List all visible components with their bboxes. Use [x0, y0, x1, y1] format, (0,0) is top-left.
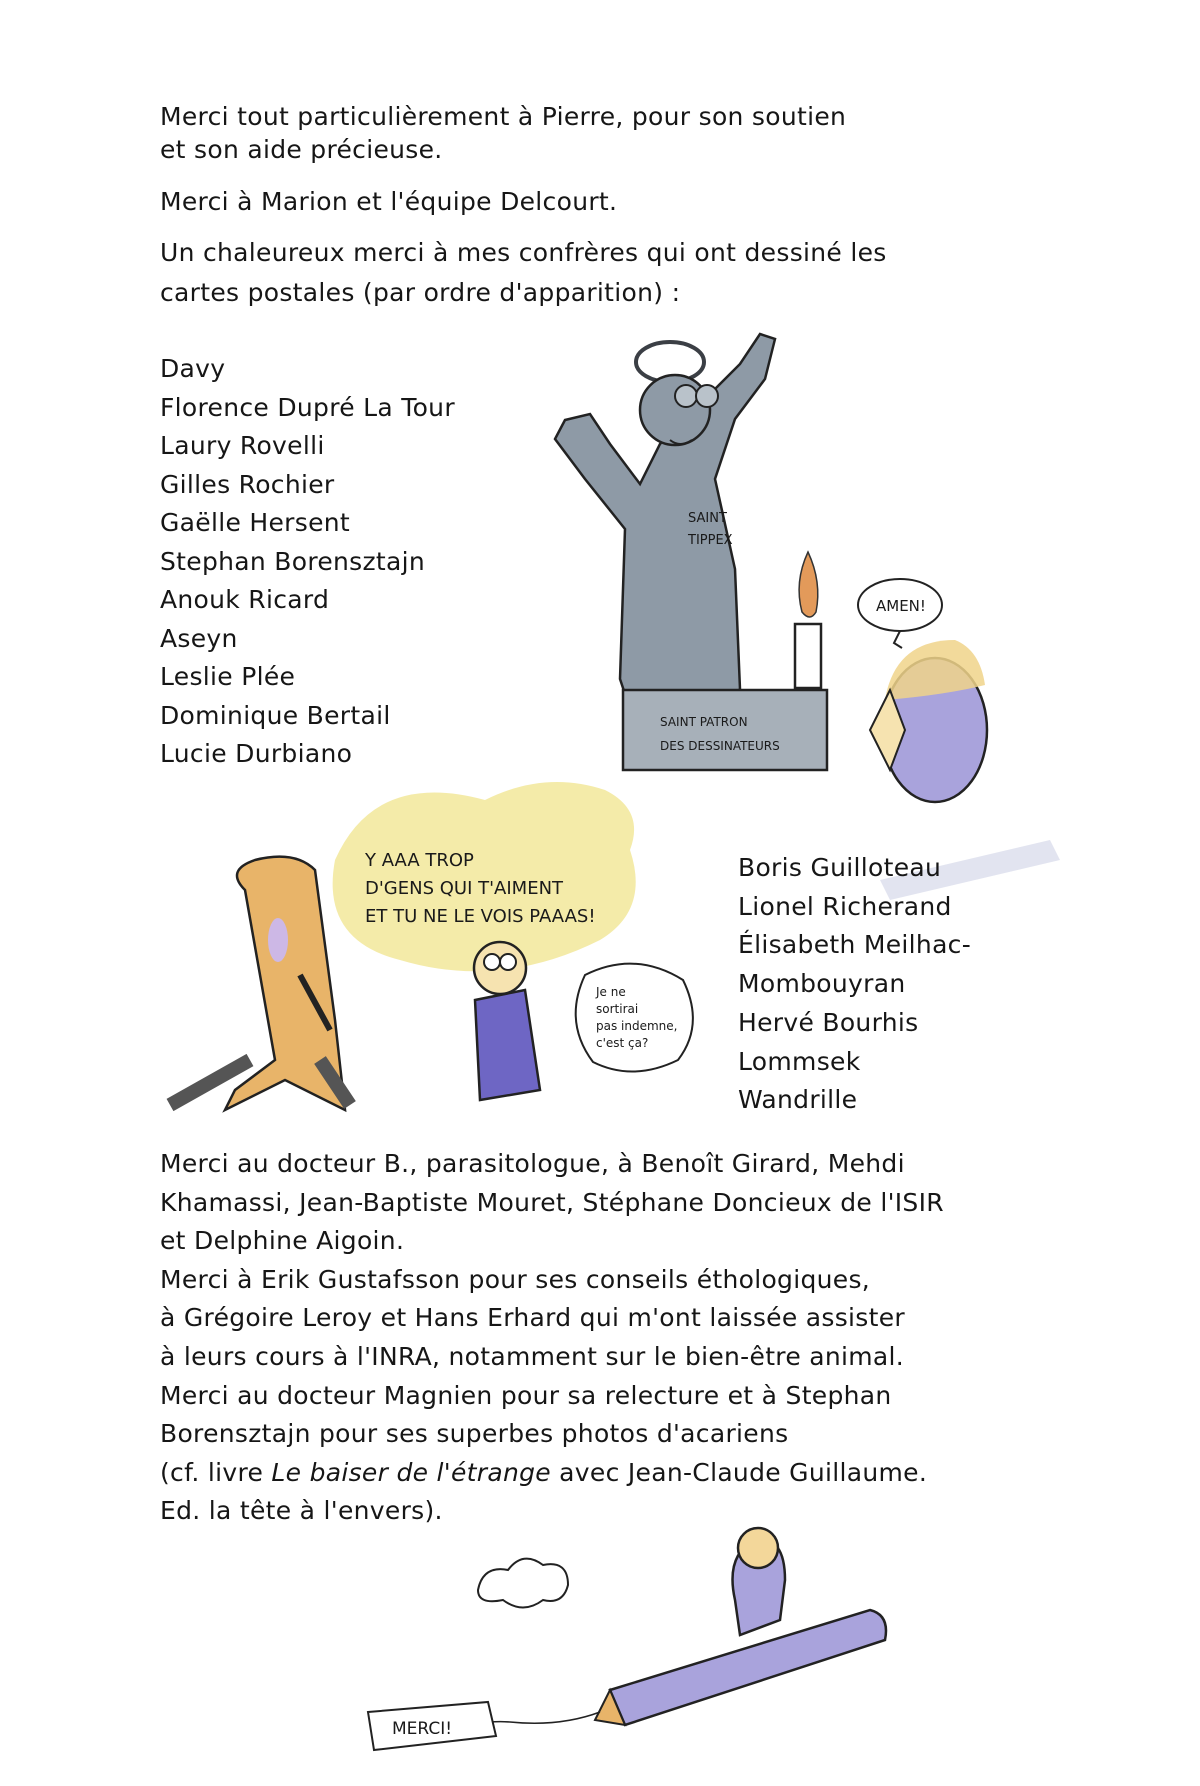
book-prefix: (cf. livre [160, 1457, 272, 1487]
listener-speech-bubble [576, 964, 693, 1072]
list-item: Lommsek [738, 1046, 861, 1076]
book-title: Le baiser de l'étrange [271, 1457, 551, 1487]
merci-sign-text: MERCI! [392, 1719, 453, 1739]
flame-icon [799, 552, 818, 617]
song-line2: D'GENS QUI T'AIMENT [365, 878, 564, 899]
singer-illustration [170, 782, 693, 1110]
list-item: Wandrille [738, 1085, 858, 1115]
statue-chest-line1: SAINT [688, 511, 727, 526]
list-item: Laury Rovelli [160, 431, 325, 460]
pedestal [623, 690, 827, 770]
song-speech-bubble [333, 782, 636, 971]
list-item: Merci à Erik Gustafsson pour ses conseils éthologiques, [160, 1264, 871, 1294]
intro-line: et son aide précieuse. [160, 135, 443, 164]
list-item: Gaëlle Hersent [160, 508, 351, 537]
intro-line: Merci tout particulièrement à Pierre, pour son soutien [160, 102, 847, 131]
list-item: et Delphine Aigoin. [160, 1226, 405, 1256]
intro-line: Un chaleureux merci à mes confrères qui ont dessiné les [160, 238, 887, 267]
list-item: Florence Dupré La Tour [160, 392, 455, 422]
pedestal-line2: DES DESSINATEURS [660, 739, 780, 753]
saint-statue-illustration [555, 334, 827, 770]
listener-line1: Je ne [596, 985, 626, 999]
book-reference-line [160, 1457, 927, 1489]
list-item: Davy [160, 354, 226, 383]
pedestal-line1: SAINT PATRON [660, 715, 748, 729]
list-item: Mombouyran [738, 969, 906, 999]
list-item: Hervé Bourhis [738, 1007, 919, 1037]
song-line3: ET TU NE LE VOIS PAAAS! [365, 906, 596, 927]
list-item: Merci au docteur B., parasitologue, à Benoît Girard, Mehdi [160, 1149, 905, 1178]
listener-line4: c'est ça? [596, 1036, 649, 1050]
list-item: à leurs cours à l'INRA, notamment sur le bien-être animal. [160, 1342, 905, 1371]
listener-line3: pas indemne, [596, 1019, 678, 1033]
list-item: Gilles Rochier [160, 469, 335, 499]
list-item: à Grégoire Leroy et Hans Erhard qui m'ont laissée assister [160, 1303, 905, 1333]
list-item: Aseyn [160, 623, 238, 653]
list-item: Stephan Borensztajn [160, 546, 426, 576]
statue-chest-line2: TIPPEX [688, 533, 733, 548]
intro-line: cartes postales (par ordre d'apparition) : [160, 278, 681, 307]
listener-line2: sortirai [596, 1002, 639, 1016]
cloud-icon [478, 1559, 568, 1608]
list-item: Leslie Plée [160, 662, 296, 691]
song-line1: Y AAA TROP [365, 850, 474, 871]
closing-last-line: Ed. la tête à l'envers). [160, 1496, 443, 1526]
list-item: Merci au docteur Magnien pour sa relecture et à Stephan [160, 1380, 892, 1410]
list-item: Élisabeth Meilhac- [738, 930, 972, 960]
pencil-rider-illustration [368, 1528, 886, 1750]
list-item: Dominique Bertail [160, 700, 391, 730]
book-suffix: avec Jean-Claude Guillaume. [550, 1457, 928, 1487]
list-item: Borensztajn pour ses superbes photos d'acariens [160, 1419, 789, 1449]
list-item: Khamassi, Jean-Baptiste Mouret, Stéphane Doncieux de l'ISIR [160, 1187, 944, 1217]
candle [795, 624, 821, 688]
list-item: Anouk Ricard [160, 585, 330, 614]
list-item: Lucie Durbiano [160, 739, 353, 768]
amen-text: AMEN! [876, 597, 926, 615]
intro-line: Merci à Marion et l'équipe Delcourt. [160, 187, 618, 216]
list-item: Lionel Richerand [738, 891, 952, 921]
list-item: Boris Guilloteau [738, 853, 942, 882]
